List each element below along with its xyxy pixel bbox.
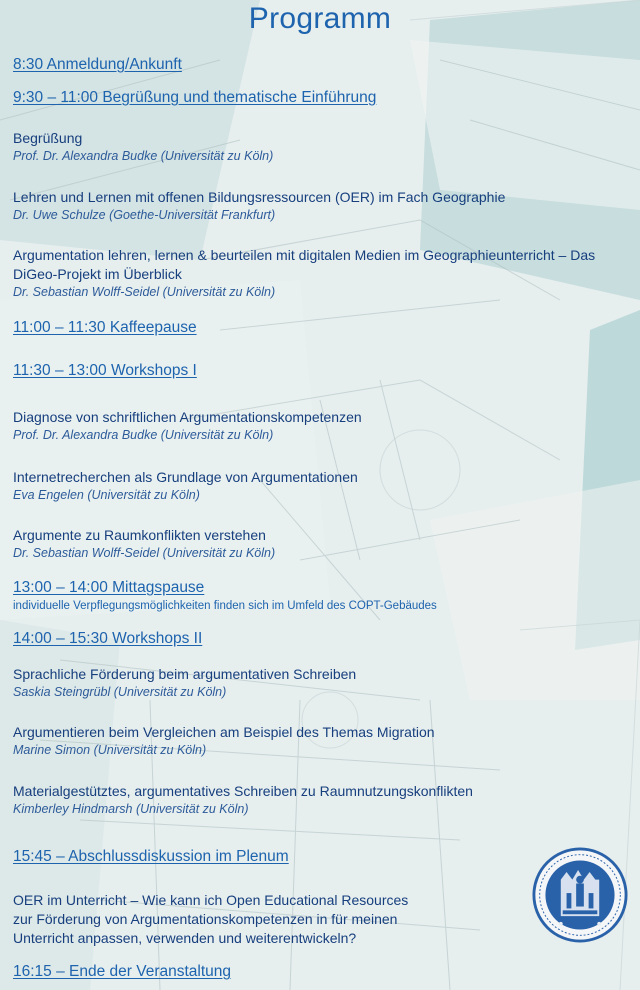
- question-line: zur Förderung von Argumentationskompetenzen in für meinen: [13, 911, 398, 927]
- talk-item: [13, 468, 633, 504]
- talk-title: Sprachliche Förderung beim argumentativen Schreiben: [13, 666, 357, 682]
- talk-speaker: Eva Engelen (Universität zu Köln): [13, 488, 200, 502]
- talk-item: [13, 188, 633, 224]
- talk-title: Argumente zu Raumkonflikten verstehen: [13, 527, 266, 543]
- talk-item: [13, 246, 633, 301]
- talk-speaker: Dr. Sebastian Wolff-Seidel (Universität zu Köln): [13, 285, 276, 299]
- talk-speaker: Prof. Dr. Alexandra Budke (Universität zu Köln): [13, 149, 274, 163]
- page-title: Programm: [248, 2, 392, 35]
- university-seal-icon: [532, 847, 628, 943]
- talk-title: Lehren und Lernen mit offenen Bildungsressourcen (OER) im Fach Geographie: [13, 189, 506, 205]
- lunch-note: individuelle Verpflegungsmöglichkeiten finden sich im Umfeld des COPT-Gebäudes: [13, 600, 437, 612]
- talk-title: Argumentation lehren, lernen & beurteilen mit digitalen Medien im Geographieunterricht – Das DiGeo-Projekt im Überblick: [13, 247, 596, 282]
- slot-workshops-2[interactable]: 14:00 – 15:30 Workshops II: [13, 630, 203, 647]
- talk-title: Materialgestütztes, argumentatives Schreiben zu Raumnutzungskonflikten: [13, 783, 473, 799]
- slot-final-discussion[interactable]: 15:45 – Abschlussdiskussion im Plenum: [13, 848, 289, 865]
- slot-coffee-break[interactable]: 11:00 – 11:30 Kaffeepause: [13, 319, 197, 336]
- slot-registration[interactable]: 8:30 Anmeldung/Ankunft: [13, 56, 182, 73]
- slot-lunch[interactable]: 13:00 – 14:00 Mittagspause: [13, 579, 205, 596]
- question-line: Unterricht anpassen, verwenden und weiterentwickeln?: [13, 930, 357, 946]
- talk-item: [13, 526, 633, 562]
- question-line: OER im Unterricht – Wie kann ich Open Educational Resources: [13, 892, 409, 908]
- talk-item: [13, 408, 633, 444]
- talk-item: [13, 665, 633, 701]
- talk-item: [13, 723, 633, 759]
- slot-workshops-1[interactable]: 11:30 – 13:00 Workshops I: [13, 362, 197, 379]
- talk-item: [13, 129, 633, 165]
- talk-title: Argumentieren beim Vergleichen am Beispiel des Themas Migration: [13, 724, 435, 740]
- talk-speaker: Dr. Uwe Schulze (Goethe-Universität Frankfurt): [13, 208, 276, 222]
- talk-title: Begrüßung: [13, 130, 83, 146]
- talk-item: [13, 782, 633, 818]
- talk-speaker: Saskia Steingrübl (Universität zu Köln): [13, 685, 227, 699]
- discussion-question: [13, 891, 513, 948]
- talk-speaker: Marine Simon (Universität zu Köln): [13, 743, 207, 757]
- talk-speaker: Dr. Sebastian Wolff-Seidel (Universität zu Köln): [13, 546, 276, 560]
- talk-title: Internetrecherchen als Grundlage von Argumentationen: [13, 469, 358, 485]
- talk-title: Diagnose von schriftlichen Argumentationskompetenzen: [13, 409, 362, 425]
- slot-welcome[interactable]: 9:30 – 11:00 Begrüßung und thematische Einführung: [13, 89, 377, 106]
- talk-speaker: Kimberley Hindmarsh (Universität zu Köln): [13, 802, 249, 816]
- talk-speaker: Prof. Dr. Alexandra Budke (Universität zu Köln): [13, 428, 274, 442]
- slot-end[interactable]: 16:15 – Ende der Veranstaltung: [13, 963, 232, 980]
